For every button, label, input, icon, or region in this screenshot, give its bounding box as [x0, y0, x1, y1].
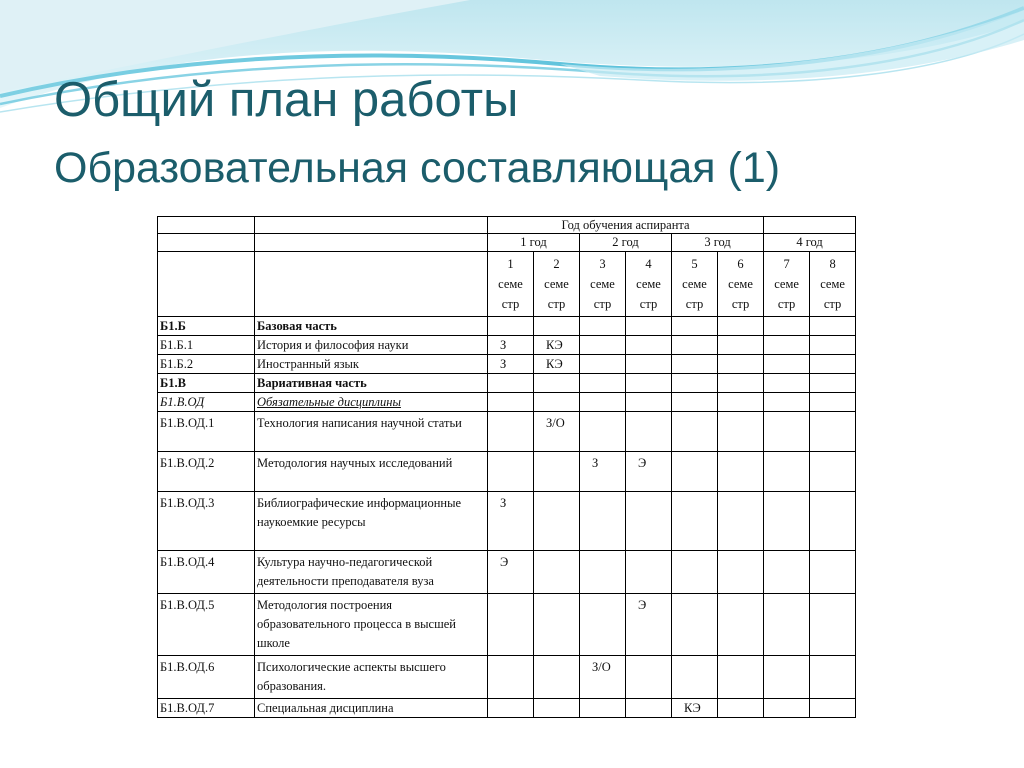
semester-label-line: 5	[691, 257, 698, 271]
semester-mark-cell: КЭ	[534, 355, 580, 374]
semester-mark-cell	[626, 355, 672, 374]
semester-label-line: стр	[639, 297, 658, 311]
semester-mark-cell: З	[488, 492, 534, 551]
row-code: Б1.В.ОД	[158, 393, 255, 412]
semester-label-line: стр	[547, 297, 566, 311]
row-discipline-name: Технология написания научной статьи	[255, 412, 488, 452]
semester-mark-cell	[810, 393, 856, 412]
semester-mark-cell	[580, 551, 626, 594]
semester-mark-cell	[764, 594, 810, 656]
semester-mark-cell	[718, 317, 764, 336]
header-semester-8	[810, 252, 856, 317]
semester-mark-cell	[764, 393, 810, 412]
slide-title: Общий план работы	[54, 73, 519, 127]
header-semester-5	[672, 252, 718, 317]
table-row	[158, 594, 856, 656]
table-row	[158, 317, 856, 336]
semester-mark-cell	[534, 317, 580, 336]
row-code: Б1.Б	[158, 317, 255, 336]
row-discipline-name: Библиографические информационные наукоемкие ресурсы	[255, 492, 488, 551]
row-discipline-name: Психологические аспекты высшего образования.	[255, 656, 488, 699]
semester-mark-cell	[718, 412, 764, 452]
header-empty-cell	[255, 217, 488, 234]
header-year-1: 1 год	[488, 234, 580, 252]
semester-label-line: семе	[774, 277, 799, 291]
semester-mark-cell: З	[488, 336, 534, 355]
header-row-semesters	[158, 252, 856, 317]
semester-label-line: 7	[783, 257, 790, 271]
row-code: Б1.В.ОД.7	[158, 699, 255, 718]
semester-mark-cell	[580, 355, 626, 374]
row-discipline-name: История и философия науки	[255, 336, 488, 355]
semester-label-line: стр	[731, 297, 750, 311]
semester-mark-cell	[764, 355, 810, 374]
semester-mark-cell	[626, 656, 672, 699]
semester-label-line: семе	[820, 277, 845, 291]
semester-label-line: 3	[599, 257, 606, 271]
semester-label-line: стр	[685, 297, 704, 311]
row-discipline-name: Методология построения образовательного процесса в высшей школе	[255, 594, 488, 656]
semester-mark-cell	[580, 374, 626, 393]
semester-mark-cell	[764, 551, 810, 594]
row-discipline-name: Специальная дисциплина	[255, 699, 488, 718]
semester-mark-cell	[580, 492, 626, 551]
semester-mark-cell	[672, 317, 718, 336]
semester-mark-cell	[580, 393, 626, 412]
semester-label-line: 6	[737, 257, 744, 271]
slide-subtitle: Образовательная составляющая (1)	[54, 144, 781, 192]
table-row	[158, 393, 856, 412]
semester-mark-cell	[534, 656, 580, 699]
semester-mark-cell	[672, 336, 718, 355]
header-empty-cell	[255, 252, 488, 317]
semester-mark-cell	[764, 699, 810, 718]
semester-mark-cell: Э	[626, 452, 672, 492]
header-study-year: Год обучения аспиранта	[488, 217, 764, 234]
semester-mark-cell	[718, 393, 764, 412]
semester-mark-cell: КЭ	[672, 699, 718, 718]
semester-mark-cell: КЭ	[534, 336, 580, 355]
row-discipline-name: Методология научных исследований	[255, 452, 488, 492]
semester-mark-cell	[810, 355, 856, 374]
semester-mark-cell	[718, 594, 764, 656]
semester-mark-cell	[718, 699, 764, 718]
semester-mark-cell	[488, 699, 534, 718]
table-row	[158, 551, 856, 594]
semester-label-line: 2	[553, 257, 560, 271]
row-discipline-name: Иностранный язык	[255, 355, 488, 374]
semester-mark-cell	[534, 594, 580, 656]
semester-mark-cell	[810, 656, 856, 699]
semester-mark-cell	[534, 551, 580, 594]
header-semester-4	[626, 252, 672, 317]
header-semester-6	[718, 252, 764, 317]
row-code: Б1.В.ОД.4	[158, 551, 255, 594]
table-row	[158, 412, 856, 452]
header-row-top	[158, 217, 856, 234]
semester-mark-cell	[626, 412, 672, 452]
header-empty-cell	[158, 252, 255, 317]
semester-mark-cell	[488, 594, 534, 656]
semester-mark-cell: З/О	[580, 656, 626, 699]
semester-label-line: стр	[593, 297, 612, 311]
curriculum-table	[157, 216, 856, 718]
semester-mark-cell	[626, 336, 672, 355]
semester-mark-cell	[626, 393, 672, 412]
semester-mark-cell	[672, 452, 718, 492]
table-row	[158, 355, 856, 374]
semester-mark-cell	[718, 374, 764, 393]
row-code: Б1.В.ОД.5	[158, 594, 255, 656]
semester-mark-cell	[488, 393, 534, 412]
semester-mark-cell	[672, 656, 718, 699]
semester-mark-cell	[580, 412, 626, 452]
semester-label-line: стр	[501, 297, 520, 311]
header-empty-cell	[255, 234, 488, 252]
semester-mark-cell	[488, 374, 534, 393]
semester-mark-cell	[672, 393, 718, 412]
semester-label-line: 4	[645, 257, 652, 271]
semester-mark-cell	[764, 374, 810, 393]
row-discipline-name: Культура научно-педагогической деятельности преподавателя вуза	[255, 551, 488, 594]
header-year-4: 4 год	[764, 234, 856, 252]
semester-mark-cell	[626, 374, 672, 393]
semester-mark-cell	[534, 452, 580, 492]
semester-label-line: семе	[498, 277, 523, 291]
semester-mark-cell	[672, 551, 718, 594]
semester-mark-cell	[718, 551, 764, 594]
semester-label-line: семе	[682, 277, 707, 291]
semester-mark-cell: З/О	[534, 412, 580, 452]
header-semester-7	[764, 252, 810, 317]
semester-mark-cell: З	[580, 452, 626, 492]
semester-mark-cell	[626, 699, 672, 718]
semester-mark-cell	[764, 317, 810, 336]
semester-mark-cell	[718, 355, 764, 374]
header-empty-cell	[764, 217, 856, 234]
semester-mark-cell	[488, 317, 534, 336]
semester-label-line: семе	[728, 277, 753, 291]
semester-mark-cell	[488, 656, 534, 699]
semester-mark-cell	[764, 412, 810, 452]
table-row	[158, 374, 856, 393]
semester-mark-cell	[718, 336, 764, 355]
semester-mark-cell	[718, 492, 764, 551]
row-discipline-name: Вариативная часть	[255, 374, 488, 393]
semester-mark-cell	[810, 551, 856, 594]
semester-mark-cell	[810, 336, 856, 355]
semester-label-line: семе	[590, 277, 615, 291]
semester-mark-cell	[764, 492, 810, 551]
header-year-2: 2 год	[580, 234, 672, 252]
semester-mark-cell	[764, 656, 810, 699]
row-code: Б1.Б.1	[158, 336, 255, 355]
semester-mark-cell: Э	[488, 551, 534, 594]
semester-mark-cell	[672, 374, 718, 393]
semester-mark-cell	[626, 492, 672, 551]
semester-mark-cell	[672, 594, 718, 656]
semester-mark-cell	[534, 492, 580, 551]
semester-mark-cell	[534, 699, 580, 718]
header-year-3: 3 год	[672, 234, 764, 252]
semester-label-line: семе	[636, 277, 661, 291]
table-row	[158, 656, 856, 699]
semester-mark-cell	[718, 452, 764, 492]
header-semester-3	[580, 252, 626, 317]
semester-label-line: 1	[507, 257, 514, 271]
semester-mark-cell	[764, 336, 810, 355]
row-discipline-name: Обязательные дисциплины	[255, 393, 488, 412]
semester-mark-cell	[810, 412, 856, 452]
semester-mark-cell	[626, 317, 672, 336]
row-code: Б1.Б.2	[158, 355, 255, 374]
semester-mark-cell	[672, 355, 718, 374]
semester-mark-cell	[534, 393, 580, 412]
row-discipline-name: Базовая часть	[255, 317, 488, 336]
semester-label-line: стр	[777, 297, 796, 311]
semester-mark-cell	[626, 551, 672, 594]
header-empty-cell	[158, 217, 255, 234]
row-code: Б1.В	[158, 374, 255, 393]
header-row-years	[158, 234, 856, 252]
row-code: Б1.В.ОД.6	[158, 656, 255, 699]
semester-mark-cell	[810, 452, 856, 492]
semester-mark-cell	[810, 317, 856, 336]
semester-mark-cell	[810, 594, 856, 656]
semester-label-line: стр	[823, 297, 842, 311]
semester-mark-cell	[718, 656, 764, 699]
semester-mark-cell	[580, 317, 626, 336]
semester-mark-cell: З	[488, 355, 534, 374]
semester-label-line: семе	[544, 277, 569, 291]
semester-label-line: 8	[829, 257, 836, 271]
table-row	[158, 699, 856, 718]
table-row	[158, 492, 856, 551]
semester-mark-cell: Э	[626, 594, 672, 656]
header-semester-2	[534, 252, 580, 317]
semester-mark-cell	[764, 452, 810, 492]
semester-mark-cell	[488, 412, 534, 452]
semester-mark-cell	[580, 336, 626, 355]
table-row	[158, 452, 856, 492]
header-semester-1	[488, 252, 534, 317]
semester-mark-cell	[534, 374, 580, 393]
semester-mark-cell	[810, 374, 856, 393]
header-empty-cell	[158, 234, 255, 252]
semester-mark-cell	[810, 492, 856, 551]
semester-mark-cell	[580, 594, 626, 656]
row-code: Б1.В.ОД.1	[158, 412, 255, 452]
row-code: Б1.В.ОД.3	[158, 492, 255, 551]
row-code: Б1.В.ОД.2	[158, 452, 255, 492]
semester-mark-cell	[672, 492, 718, 551]
semester-mark-cell	[580, 699, 626, 718]
semester-mark-cell	[488, 452, 534, 492]
semester-mark-cell	[810, 699, 856, 718]
table-row	[158, 336, 856, 355]
semester-mark-cell	[672, 412, 718, 452]
